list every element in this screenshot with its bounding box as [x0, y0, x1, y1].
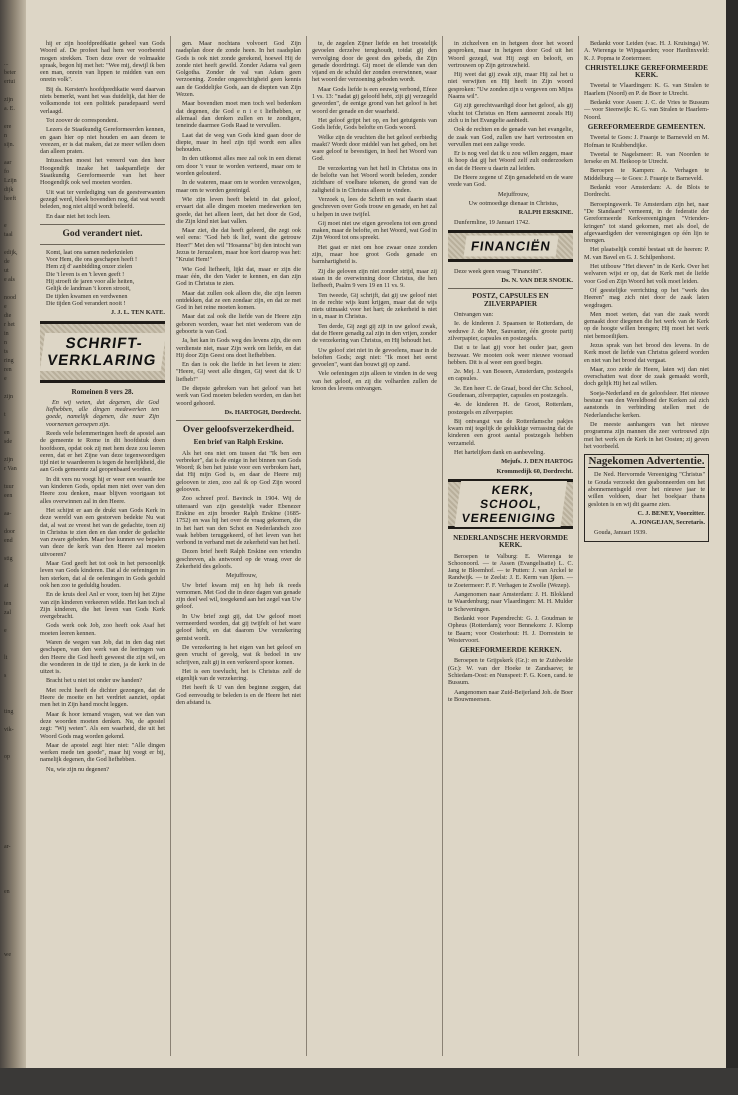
- previous-page-fragment: in: [4, 331, 9, 337]
- col5-paragraph: Beroepingswerk. Te Amsterdam zijn het, naar "De Standaard" verneemt, in de federatie der Gereformeerde Kerkvereenigingen "Vrienden-kringen" tot stand gekomen, met als doel, de afgevaardigden der vereenigingen op één lijn te brengen.: [584, 200, 709, 245]
- previous-page-fragment: en: [4, 430, 10, 436]
- col2-article-paragraph: Uw brief kwam mij en hij heb ik reeds vernomen. Met God die in deze dagen van genade zijn deel wel wil, toegekend aan het zegel van Uw geloof.: [176, 581, 301, 611]
- banner-text: KERK, SCHOOL, VEREENIGING: [454, 481, 567, 527]
- col2-article-paragraph: Als het ons niet om tussen dat "Ik ben een verbreker", dat is de enige in het binnen van Gods Woord; ik ben het juiste voor een verbroken hart, dat Hij mijn God is, en daar de Heere mij gelooven te zien, zoo zal ik op God Zijn woord gelooven.: [176, 449, 301, 494]
- col4-paragraph: Hij weet dat gij zwak zijt, maar Hij zal het u niet verwijten en Hij heeft in Zijn woord gesproken: "Uw zonden zijn u vergeven om Mijns Naams wil".: [448, 71, 573, 101]
- previous-page-fragment: [4, 573, 26, 582]
- previous-page-fragment: [4, 285, 26, 294]
- col2-paragraph: En dan is ook die liefde in het leven te zien: "Heere, Gij weet alle dingen, Gij weet dat ik U liefheb!": [176, 361, 301, 383]
- previous-page-fragment: nood: [4, 295, 16, 301]
- post-paragraph: 4e. de kinderen H. de Groot, Rotterdam, postzegels en zilverpapier.: [448, 401, 573, 416]
- previous-page-fragment: zijn: [4, 394, 13, 400]
- column-2: [176, 40, 301, 1055]
- previous-page-fragment: [4, 807, 26, 816]
- advertisement-body: De Ned. Hervormde Vereeniging "Christus" te Gouda verzoekt den geabonneerden om het abonnementsgeld over het nieuwe jaar te willen voldoen, daar het boekjaar thans gesloten is en wij dit gaarne zien.: [588, 471, 705, 508]
- col5-paragraph: Men moet weten, dat van die zaak wordt gemaakt door diegenen die het werk van de Kerk op de hoogte willen brengen; Hij moet het werk niet bemoeilijken.: [584, 310, 709, 340]
- col2-article-paragraph: Het heeft ik U van den beginne zeggen, dat God eenvoudig te beleden is en de Heere het niet den afstand is.: [176, 684, 301, 707]
- previous-page-fragment: [4, 546, 26, 555]
- col1-body: Maar de apostel zegt hier niet: "Alle dingen werken mede ten goede", maar hij voegt er bij, namelijk degenen, die God liefhebben.: [40, 741, 165, 764]
- col1-body: Bracht het u niet tot onder uw handen?: [46, 677, 143, 685]
- section-banner-financien: [448, 230, 573, 262]
- previous-page-fragment: [4, 735, 26, 744]
- col5-paragraph: Bedankt voor Assen: J. C. de Vries te Bussum — voor Steenwijk: K. G. van Stralen te Haarlem-Noord.: [584, 99, 709, 121]
- previous-page-fragment: taal: [4, 232, 13, 238]
- col3-paragraph: Het geloof grijpt het op, en het getuigenis van Gods liefde, Gods belofte en Gods woord.: [312, 116, 437, 132]
- previous-page-fragment: [4, 717, 26, 726]
- col3-paragraph: Vele oefeningen zijn alleen te vinden in de weg van het geloof, en zij die volharden zullen de kroon des levens ontvangen.: [312, 370, 437, 393]
- section-banner-schriftverklaring: [40, 321, 165, 383]
- col1-body: Waren de wegen van Job, dat in den dag niet geschapen, van den werk van de leeringen van den Heere die God heeft geweest die zijn wil, en die wonderen in de tijd te zien, ja de kerk in de uitzet is.: [40, 639, 165, 676]
- col3-paragraph: Ten derde, Gij zegt gij zijt in uw geloof zwak, dat de Heere genadig zal zijn in den vrijen, zonder de verzekering van Christus, en Hij behoudt het.: [312, 322, 437, 345]
- previous-page-fragment: die: [4, 313, 12, 319]
- previous-page-fragment: [4, 996, 26, 1005]
- previous-page-fragment: [4, 915, 26, 924]
- previous-page-fragment: n: [4, 340, 7, 346]
- previous-page-fragment: [4, 663, 26, 672]
- previous-page-fragment: r het: [4, 322, 15, 328]
- previous-page-fragment: [4, 933, 26, 942]
- col2-article-paragraph: De verzekering is het eigen van het geloof en geen vrucht of gevolg, wat ik bedoel in uw schrijven, zult gij in een verkeerd spoor komen.: [176, 643, 301, 666]
- previous-page-fragment: [4, 1014, 26, 1023]
- previous-page-fragment: vik-: [4, 727, 14, 733]
- column-5: [584, 40, 709, 1055]
- post-paragraph: 2e. Mej. J. van Boseen, Amsterdam, postzegels en capsules.: [448, 368, 573, 383]
- col5-paragraph: Het uitbouw "Het dieven" in de Kerk. Over het welvaren wijst er op, dat de Kerk met de liefde voor God en Zijn Woord het volk moet leiden.: [584, 263, 709, 285]
- previous-page-fragment: e: [4, 628, 7, 634]
- column-3: [312, 40, 437, 1055]
- col4-paragraph: De Heere zegene u! Zijn genadeheid en de ware vrede van God.: [448, 174, 573, 189]
- previous-page-fragment: ren: [4, 367, 12, 373]
- col5-paragraph: Bedankt voor Amsterdam: A. de Blois te Dordrecht.: [584, 184, 709, 199]
- col1-body: Met recht heeft de dichter gezongen, dat de Heere de moeite en het verdriet aanziet, opdat men het in Zijn hand mocht leggen.: [40, 686, 165, 709]
- previous-page-fragment: r Van: [4, 466, 17, 472]
- previous-page-fragment: door: [4, 529, 15, 535]
- divider: [176, 420, 301, 421]
- col1-body: Het schijnt er aan de drukt van Gods Kerk in deze wereld van een gestorven bedekte Nu wat dat, al wat ze vreest het van de gedachte, toen zij in Christus te zien den en dan onder de gedachte van zware gebeden. Maar hoe kunnen we bepalen van deze de kerk van den Heere zal moeten uitvoeren?: [40, 506, 165, 558]
- divider: [448, 288, 573, 289]
- closing: Uw ootmoedige dienaar in Christus,: [468, 199, 559, 207]
- article-signature: Ds. HARTOGH, Dordrecht.: [224, 408, 301, 416]
- previous-page-fragment: [4, 834, 26, 843]
- previous-page-fragment: [4, 1086, 26, 1095]
- previous-page-fragment: [4, 852, 26, 861]
- col1-intro: hij er zijn hoofdpredikatie geheel van Gods Woord af. De profeet had hem ver voorbereid mogen strekken. Toen deze over de volmaakte spraak, begon hij met het: "Wee mij, dewijl ik ben een man, onrein van lippen te midden van een onrein volk".: [40, 40, 165, 84]
- section-banner-kerk-school-vereeniging: [448, 479, 573, 529]
- previous-page-fragment: [4, 960, 26, 969]
- previous-page-fragment: dijk: [4, 187, 14, 193]
- previous-page-fragment: ere: [4, 124, 12, 130]
- previous-page-fragment: e: [4, 304, 7, 310]
- previous-page-fragment: ts: [4, 349, 9, 355]
- col5-paragraph: Jezus sprak van het brood des levens. In de Kerk moet de liefde van Christus geleerd worden en niet van het brood dat vergaat.: [584, 341, 709, 364]
- previous-page-fragment: een: [4, 493, 13, 499]
- previous-page-fragment: [4, 987, 26, 996]
- previous-page-fragments: [4, 60, 26, 958]
- church-paragraph: Beroepen te Grijpskerk (Gr.): en te Zuidwolde (Gr.): W. van der Hoeke te Zandsaeve; te Schiedam-Oost: en Nunspeet: F. G. Koen, cand. te Bussum.: [448, 657, 573, 687]
- previous-page-fragment: t: [4, 412, 6, 418]
- previous-page-fragment: zijn: [4, 457, 13, 463]
- previous-page-fragment: [4, 1032, 26, 1041]
- church-paragraph: Aangenomen naar Amsterdam: J. H. Blokland te Waardenburg; naar Vlaardingen: M. H. Mulder te Scheveningen.: [448, 591, 573, 613]
- newspaper-page: [26, 0, 726, 1068]
- col5-paragraph: Bedankt voor Leiden (vac. H. J. Kruisinga) W. A. Wierenga te Wijngaarden; voor Hardinxveld: K. J. Popma te Zoetermeer.: [584, 40, 709, 62]
- col4-paragraph: Gij zijt gerechtvaardigd door het geloof, als gij vlucht tot Christus en Hem aanneemt zooals Hij zich u in het Evangelie aanbiedt.: [448, 102, 573, 124]
- col5-paragraph: Het plaatselijk comité bestaat uit de heeren: P. M. van Bavel en G. J. Schilpenhorst.: [584, 246, 709, 261]
- col2-paragraph: gen. Maar nochtans volvoert God Zijn raadsplan door de zonde heen. In het raadsplan Gods is ook niet zonde gerekend, hoewel Hij de zonde niet heeft gewild. Zonder Adams val geen Golgotha. Zonder de val van Adam geen verzoening. Zonder ongerechtigheid geen kennis aan de Goddelijke Gods, aan de diepten van Zijn Wezen.: [176, 40, 301, 99]
- column-1: [40, 40, 165, 1055]
- previous-page-fragment: [4, 87, 26, 96]
- col1-body: En de kruis deel Anl er voor, toen hij het Zijne van zijn kinderen verkeeren wilde. Het kan toch al Zijn kinderen, die het leven van Gods Kerk overgebracht.: [40, 591, 165, 621]
- col5-paragraph: Beroepen te Kampen: A. Verhagen te Middelburg — te Goes: J. Fraanje te Barneveld.: [584, 167, 709, 182]
- church-section-title: CHRISTELIJKE GEREFORMEERDE KERK.: [585, 63, 708, 80]
- previous-page-fragment: ertui: [4, 79, 15, 85]
- col4-paragraph: Er is nog veel dat ik u zou willen zeggen, maar ik hoop dat gij het Woord zelf zult onderzoeken en dat de Heere u daarin zal leiden.: [448, 150, 573, 172]
- previous-page-fragment: [4, 762, 26, 771]
- advertisement-signature: C. J. BENEY, Voorzitter.: [637, 509, 705, 517]
- right-dark-edge: [726, 0, 738, 1068]
- col5-paragraph: Tweetal te Nagelsmeer: R. van Noorden te Ierseke en M. Heikoop te Utrecht.: [584, 150, 709, 166]
- previous-page-fragment: [4, 1050, 26, 1059]
- post-section-title: POSTZ, CAPSULES EN ZILVERPAPIER: [472, 292, 549, 308]
- scripture-quote: En wij weten, dat degenen, die God liefhebben, alle dingen medewerken ten goede, namelijk degenen, die naar Zijn voornemen geroepen zijn.: [46, 398, 159, 428]
- post-intro: Ontvangen van:: [454, 311, 494, 319]
- post-paragraph: Ie. de kinderen J. Spaansen te Rotterdam, de weduwe J. de Mer, Sauvanter, één groote partij zilverpapier, capsules en postzegels.: [448, 320, 573, 342]
- previous-page-fragment: [4, 150, 26, 159]
- col1-body: Reeds vele belemmeringen heeft de apostel aan de gemeente te Rome in dit hoofdstuk doen hoofdsom, opdat ook zij met hem deze zou leeren eeren, dat er het Zijne van deze tegenwoordigen tijd niet te waardeeren is tegen de heerlijkheid, die aan Gods gemeente zal geopenbaard worden.: [40, 429, 165, 474]
- previous-page-fragment: [4, 645, 26, 654]
- poem-signature: J. J. L. TEN KATE.: [110, 309, 165, 317]
- previous-page-fragment: [4, 636, 26, 645]
- post-signature: Mejufs. J. DEN HARTOG: [501, 458, 573, 466]
- church-paragraph: Aangenomen naar Zuid-Beijerland Joh. de Boer te Bouwmeersen.: [448, 688, 573, 703]
- previous-page-fragment: lt: [4, 655, 8, 661]
- col2-article-paragraph: Dezen brief heeft Ralph Erskine een vriendin geschreven, als antwoord op de vraag over de Zekerheid des geloofs.: [176, 548, 301, 570]
- previous-page-fragment: [4, 564, 26, 573]
- church-paragraph: Beroepen te Valburg: E. Wierenga te Schoonoord. — te Assen (Evangelisatie) L. C. Jang te Bloemhof. — te Putten: J. van Arckel te Randwijk. — te Zeelst: J. E. Kerm van Ijken. — te Zoetermeer: F. F. Verhagen te Zwolle (Wezep).: [448, 552, 573, 589]
- previous-page-fragment: [4, 1077, 26, 1086]
- previous-page-fragment: [4, 897, 26, 906]
- previous-page-fragment: [4, 690, 26, 699]
- col1-paragraph: En daar niet het toch leen.: [46, 212, 111, 220]
- previous-page-fragment: stig: [4, 556, 13, 562]
- previous-page-fragment: zijn: [4, 97, 13, 103]
- col4-paragraph: in zichzelven en in hetgeen door het woord gesproken, maar in hetgeen door God uit het Woord gezegd, wat Hij zegt en belooft, en vertrouwen op Zijn getrouwheid.: [448, 40, 573, 69]
- col2-paragraph: De diepste gebreken van het geloof van het werk van God moeten beleden worden, en dan het woord gehoord.: [176, 385, 301, 407]
- previous-page-fragment: ...: [4, 61, 9, 67]
- previous-page-fragment: e: [4, 376, 7, 382]
- col2-paragraph: Ja, het kan in Gods weg des levens zijn, die een verdienste niet, maar Zijn werk om liefde, en dat Hij door Zijn Geest ons doet liefhebben.: [176, 337, 301, 359]
- previous-page-fragment: en: [4, 889, 10, 895]
- previous-page-fragment: e: [4, 223, 7, 229]
- col1-body: Gods werk ook Job, zoo heeft ook Asaf het moeten leeren kennen.: [40, 622, 165, 637]
- col2-paragraph: Maar ziet, die dat heeft geleerd, die zegt ook wel eens: "God heb ik lief, want die getrouw Heer!" Met den wil "Hosanna" bij den intocht van Jezus te Jeruzalem, maar hoe kort daarop was het: "Kruist Hem!": [176, 227, 301, 264]
- banner-text: FINANCIËN: [463, 235, 558, 256]
- previous-page-fragment: [4, 942, 26, 951]
- col5-paragraph: Of geestelijke verrichting op het "werk des Heeren" mag zich niet door de zaak laten wegdragen.: [584, 286, 709, 309]
- previous-page-fragment: aar: [4, 160, 12, 166]
- previous-page-fragment: a. E.: [4, 106, 15, 112]
- col5-paragraph: De meeste aanhangers van het nieuwe programma zijn mannen die zeer vertrouwd zijn met het werk en de Kerk in het Oosten; zij geven het voorbeeld.: [584, 420, 709, 450]
- previous-page-fragment: [4, 1005, 26, 1014]
- salutation: Mejuffrouw,: [498, 190, 529, 198]
- previous-page-fragment: [4, 969, 26, 978]
- divider: [40, 224, 165, 225]
- previous-page-fragment: sde: [4, 439, 12, 445]
- previous-page-fragment: [4, 501, 26, 510]
- post-paragraph: Het hartelijken dank en aanbeveling.: [454, 449, 545, 457]
- col2-paragraph: Maar dat zal ook die liefde van de Heere zijn geboren worden, waar het niet wederom van de geboorte is van God.: [176, 313, 301, 335]
- financien-intro: Deze week geen vraag "Financiën".: [454, 267, 543, 275]
- col5-paragraph: Soeja-Nederland en de geloofsleer. Het nieuwe bestuur van den Wereldbond der Kerken zal zich aanstonds in verbinding stellen met de Nederlandsche kerken.: [584, 389, 709, 419]
- late-advertisement: [584, 454, 709, 542]
- previous-page-fragment: [4, 618, 26, 627]
- column-rule: [442, 36, 443, 1056]
- previous-page-fragment: [4, 780, 26, 789]
- previous-page-fragment: [4, 816, 26, 825]
- church-paragraph: Bedankt voor Papendrecht: G. J. Goudman te Opheus (Rotterdam); voor Bennekom: J. Klomp te Baarn; voor Oosterhout: H. J. Dorrestein te Westervoort.: [448, 614, 573, 644]
- church-section-title: NEDERLANDSCHE HERVORMDE KERK.: [453, 533, 568, 550]
- col2-paragraph: Maar bovendien moet men toch wel bedenken dat degenen, die God e n i e t liefhebben, er allemaal dan denken zullen en te zondigen, teneinde daarmee Gods Raad te vervullen.: [176, 100, 301, 130]
- previous-page-fragment: e als: [4, 277, 15, 283]
- col1-paragraph: Bij ds. Kersten's hoofdpredikatie werd daarvan niets bemerkt, want het was duidelijk, dat hier de volksmonde tot een politiek paradepaard werd verlaagd.: [40, 85, 165, 115]
- col2-article-paragraph: Zoo schreef prof. Bavinck in 1904. Wij de uiteraard van zijn geestelijk vader Ebenezer Erskine en zijn broeder Ralph Erskine (1685-1752) en was hij het over de vraag gekomen, die in het hart van den Schot en Nederlandsch zoo vaak hebben teruggekeerd, of het leven van het verbond in verband met de zekerheid van het heil.: [176, 495, 301, 547]
- previous-page-fragment: fo: [4, 169, 9, 175]
- previous-page-fragment: op: [4, 754, 10, 760]
- col3-paragraph: Gij moet niet uw eigen gevoelens tot een grond maken, maar de belofte, en het Woord, wat God in Zijn Woord tot ons spreekt.: [312, 219, 437, 242]
- poem-text: Komt, laat ons samen nederknielen Voor Hem, die ons geschapen heeft ! Hem zij d' aanbidding onzer zielen Die 't leven is en 't leven geeft ! Hij stroeft de jaren voor alle heiten, Gelijk de landman 't koren strooit, De tijden kwamen en verdwenen Die tijden God verandert nooit !: [46, 248, 138, 307]
- col2-paragraph: Wie zijn leven heeft beleid in dat geloof, ervaart dat alle dingen moeten medewerken ten goede, dat het alleen leert, dat het door de God, die Zijn kind niet laat vallen.: [176, 195, 301, 225]
- post-paragraph: Bij ontvangst van de Rotterdamsche pakjes kwam mij tegelijk de gelukkige verrassing dat de kinderen een groot aantal postzegels hebben verzameld.: [448, 417, 573, 447]
- col5-paragraph: Tweetal te Goes: J. Fraanje te Barneveld en M. Hofman te Krabbendijke.: [584, 134, 709, 149]
- previous-page-fragment: sijn.: [4, 142, 15, 148]
- col3-paragraph: Verzoek u, lees de Schrift en wat daarin staat geschreven over Gods trouw en genade, en het zal u helpen in uwe twijfel.: [312, 195, 437, 218]
- previous-page-fragment: [4, 384, 26, 393]
- previous-page-fragment: [4, 519, 26, 528]
- previous-page-fragment: [4, 798, 26, 807]
- col1-body: Nu, wie zijn nu degenen?: [46, 765, 110, 773]
- previous-page-fragment: at: [4, 583, 9, 589]
- col3-paragraph: Ten tweede, Gij schrijft, dat gij uw geloof niet in de rechte wijs kunt krijgen, maar dat de wijs niets uitmaakt voor het hart; de zekerheid is niet in u, maar in Christus.: [312, 291, 437, 321]
- banner-text: SCHRIFT- VERKLARING: [39, 333, 166, 371]
- previous-page-fragment: Lzijn: [4, 178, 17, 184]
- church-section-title: GEREFORMEERDE GEMEENTEN.: [587, 122, 706, 131]
- post-paragraph: 3e. Een heer C. de Graaf, bood der Chr. School, Gouderaan, zilverpapier, capsules en postzegels.: [448, 384, 573, 399]
- previous-page-fragment: ut: [4, 268, 9, 274]
- previous-page-fragment: end: [4, 538, 13, 544]
- previous-page-fragment: [4, 978, 26, 987]
- previous-page-fragment: s: [4, 673, 7, 679]
- col2-paragraph: Laat dat de weg van Gods kind gaan door de diepte, maar in heel zijn tijd wordt een alles behouden.: [176, 131, 301, 154]
- letter-place-date: Dunfermline, 19 Januari 1742.: [454, 218, 530, 226]
- post-paragraph: Dat u te laat gij voor het ouder jaar, geen bezwaar. We mooten ook weer nieuwe vooraad hebben. Dit is al weer een goed begin.: [448, 344, 573, 366]
- previous-page-fragment: [4, 1059, 26, 1068]
- col3-paragraph: Maar Gods liefde is een eeuwig verbond, Efeze 1 vs. 13: "nadat gij geloofd hebt, zijt gij verzegeld geworden", de eenige grond van het geloof is het woord der genade en der waarheid.: [312, 85, 437, 115]
- previous-page-fragment: [4, 1068, 26, 1077]
- col5-paragraph: Tweetal te Vlaardingen: K. G. van Stralen te Haarlem (Noord) en P. de Boer te Utrecht.: [584, 82, 709, 97]
- col2-article-paragraph: In Uw brief zegt gij, dat Uw geloof moet vermeerderd worden, dat gij twijfelt of het ware geloof hebt, en dat daarom Uw verzekering gemist wordt.: [176, 612, 301, 642]
- previous-page-fragment: we: [4, 952, 11, 958]
- previous-page-fragment: [4, 861, 26, 870]
- previous-page-fragment: [4, 699, 26, 708]
- previous-page-fragment: [4, 789, 26, 798]
- previous-page-fragment: [4, 447, 26, 456]
- previous-page-fragment: tuur: [4, 484, 14, 490]
- divider: [40, 244, 165, 245]
- column-4: [448, 40, 573, 1055]
- previous-page-fragment: [4, 870, 26, 879]
- previous-page-fragment: zal: [4, 610, 11, 616]
- col1-body: Maar God geeft het tot ook in het persoonlijk leven van Gods kinderen. Dat al de oefeningen in hen sterken, dat al de oefeningen in Gods geduld ook hen zoo te geduldig houden.: [40, 560, 165, 589]
- previous-page-fragment: beter: [4, 70, 16, 76]
- previous-page-fragment: [4, 204, 26, 213]
- article-subtitle: Een brief van Ralph Erskine.: [193, 438, 284, 447]
- col2-article-paragraph: Het is een toevlucht, het is Christus zelf de eigenlijk van de verzekering.: [176, 667, 301, 683]
- col1-paragraph: Lezers de Staatkundig Gereformeerden kennen, en gaan hier op niet houden en aan dezen te vreezen, er is dat maken, dat ze meer willen doen dan alleen praten.: [40, 126, 165, 156]
- advertisement-place-date: Gouda, Januari 1939.: [594, 528, 647, 536]
- previous-page-fragment: n: [4, 133, 7, 139]
- previous-page-fragment: [4, 1023, 26, 1032]
- letter-signature: RALPH ERSKINE.: [518, 209, 573, 217]
- previous-page-fragment: [4, 744, 26, 753]
- previous-page-fragment: aa-: [4, 511, 12, 517]
- previous-page-fragment: [4, 906, 26, 915]
- previous-page-fragment: [4, 879, 26, 888]
- col1-body: In dit vers nu voegt hij er weer een waarde toe van kinderen Gods, opdat men niet over van den Heere zou denken, maar blijven voortgaan tot alles overwinnen zal in den Heere.: [40, 475, 165, 505]
- column-rule: [578, 36, 579, 1056]
- column-rule: [170, 36, 171, 1056]
- previous-page-fragment: [4, 681, 26, 690]
- previous-page-fragment: ten: [4, 601, 12, 607]
- col3-paragraph: Het gaat er niet om hoe zwaar onze zonden zijn, maar hoe groot Gods genade en barmhartigheid is.: [312, 243, 437, 266]
- poem-title: God verandert niet.: [62, 228, 143, 239]
- col2-paragraph: In den uitkomst alles mee zal ook in een dienst om door 't vuur te worden verteerd, maar om te worden gelouterd.: [176, 155, 301, 178]
- col1-paragraph: Intusschen moest het vereerd van den heer Hoogendijk inzake het taakpamfletje der Staatkundig Gereformeerde van het heer Hoogendijk ook wel moeten worden.: [40, 157, 165, 187]
- article-title: Over geloofsverzekerdheid.: [182, 425, 295, 436]
- financien-signature: Ds. N. VAN DER SNOEK.: [501, 277, 573, 285]
- salutation: Mejuffrouw,: [226, 572, 257, 580]
- post-address: Krommedijk 60, Dordrecht.: [496, 467, 573, 475]
- previous-page-fragment: [4, 771, 26, 780]
- previous-page-fragment: [4, 924, 26, 933]
- advertisement-title: Nagekomen Advertentie.: [588, 455, 705, 468]
- previous-page-fragment: [4, 402, 26, 411]
- previous-page-fragment: [4, 1041, 26, 1050]
- col1-paragraph: Tot zoover de correspondent.: [46, 116, 119, 124]
- previous-page-fragment: [4, 240, 26, 249]
- scripture-reference: Romeinen 8 vers 28.: [71, 387, 134, 396]
- previous-page-fragment: de: [4, 259, 10, 265]
- col2-paragraph: In de wateren, maar om te worden verzwolgen, maar om te worden gereinigd.: [176, 179, 301, 194]
- previous-page-fragment: [4, 420, 26, 429]
- col3-paragraph: Uw geloof ziet niet in de gevoelens, maar in de beloften Gods; zegt niet: "Ik moet het eerst gevoelen", want dan bouwt gij op zand.: [312, 346, 437, 369]
- previous-page-fragment: [4, 825, 26, 834]
- col5-paragraph: Maar, zoo zeide de Heere, laten wij dan niet overschatten wat door de zaak gemaakt wordt, doch gelijk Hij het zal willen.: [584, 365, 709, 388]
- col3-paragraph: Zij die geloven zijn niet zonder strijd, maar zij staan in de overwinning door Christus, die hen liefheeft, Psalm 9 vers 19 en 11 vs. 9.: [312, 267, 437, 290]
- previous-page-fragment: ring: [4, 358, 14, 364]
- previous-page-fragment: [4, 114, 26, 123]
- advertisement-signature: A. JONGEJAN, Secretaris.: [630, 519, 705, 527]
- previous-page-fragment: ting: [4, 709, 14, 715]
- previous-page-fragment: [4, 213, 26, 222]
- col3-paragraph: Welke zijn de vruchten die het geloof eerbiedig maakt? Wordt door middel van het gebed, om het ware geloof te bevestigen, in heel het Woord van God.: [312, 133, 437, 163]
- col2-paragraph: Wie God liefheeft, lijkt dat, maar er zijn die maar één, die den Vader te kennen, en dan zijn God in Christus te zien.: [176, 265, 301, 288]
- col2-paragraph: Maar dat zullen ook alleen die, die zijn leeren ontdekken, dat ze een zondaar zijn, en dat ze met God in het reine moeten komen.: [176, 289, 301, 312]
- col4-paragraph: Ook de rechten en de genade van het evangelie, de zaak van God, zullen uw hart vertroosten en vervullen met een zalige vrede.: [448, 126, 573, 148]
- column-rule: [306, 36, 307, 1056]
- col1-body: Maar ik hoor iemand vragen, wat we dan van deze woorden moeten denken. Nu, de apostel zegt: "Wij weten". Als een waarheid, die uit het Woord Gods mag worden gekend.: [40, 710, 165, 740]
- previous-page-fragment: [4, 474, 26, 483]
- col3-paragraph: De verzekering van het heil in Christus ons in de belofte van het Woord wordt beleden, zonder zichtbare of voelbare tekenen, de grond van de zaligheid is in Christus alleen te vinden.: [312, 164, 437, 194]
- previous-page-fragment: heeft: [4, 196, 16, 202]
- previous-page-fragment: ar-: [4, 844, 11, 850]
- church-section-title: GEREFORMEERDE KERKEN.: [459, 646, 562, 655]
- previous-page-fragment: [4, 591, 26, 600]
- col3-paragraph: te, de zegelen Zijner liefde en het troostelijk gevoelen derzelve terughoudt, totdat gij den vervolging door de geest des gebeds, die Zijn genade doordringt. Gij moet de ellende van den vijand en de schuld der zonden overwinnen, waar het woord der verzoening geboden wordt.: [312, 40, 437, 84]
- previous-page-fragment: edijk,: [4, 250, 18, 256]
- col1-paragraph: Uit wat ter verdediging van de geestverwanten gezegd werd, bleek bovendien nog, dat wat wordt beleden, nog niet altijd wordt beleefd.: [40, 188, 165, 211]
